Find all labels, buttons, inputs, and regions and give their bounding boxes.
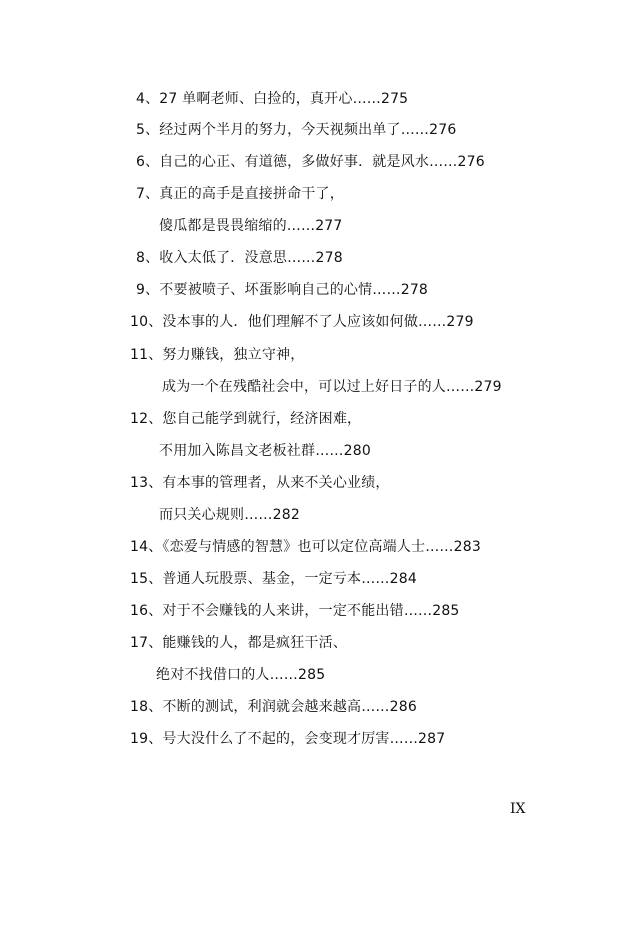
toc-entry-11-continued: 成为一个在残酷社会中，可以过上好日子的人……279 (162, 379, 502, 395)
toc-entry-4: 4、27 单啊老师、白捡的，真开心……275 (136, 91, 409, 107)
toc-entry-8: 8、收入太低了．没意思……278 (136, 250, 343, 266)
toc-entry-17: 17、能赚钱的人，都是疯狂干活、 (130, 635, 348, 651)
toc-entry-11: 11、努力赚钱，独立守神， (130, 347, 305, 363)
toc-entry-16: 16、对于不会赚钱的人来讲，一定不能出错……285 (130, 603, 460, 619)
toc-entry-7: 7、真正的高手是直接拼命干了， (136, 186, 344, 202)
toc-entry-6: 6、自己的心正、有道德，多做好事．就是风水……276 (136, 154, 485, 170)
toc-entry-7-continued: 傻瓜都是畏畏缩缩的……277 (159, 218, 343, 234)
toc-entry-10: 10、没本事的人．他们理解不了人应该如何做……279 (130, 314, 474, 330)
toc-entry-13-continued: 而只关心规则……282 (159, 507, 300, 523)
toc-entry-12: 12、您自己能学到就行，经济困难， (130, 411, 362, 427)
toc-entry-19: 19、号大没什么了不起的，会变现才厉害……287 (130, 731, 446, 747)
toc-entry-15: 15、普通人玩股票、基金，一定亏本……284 (130, 571, 417, 587)
toc-entry-9: 9、不要被喷子、坏蛋影响自己的心情……278 (136, 282, 429, 298)
toc-entry-5: 5、经过两个半月的努力，今天视频出单了……276 (136, 122, 457, 138)
toc-entry-17-continued: 绝对不找借口的人……285 (156, 667, 326, 683)
toc-entry-13: 13、有本事的管理者，从来不关心业绩， (130, 475, 390, 491)
toc-entry-12-continued: 不用加入陈昌文老板社群……280 (159, 443, 371, 459)
toc-entry-14: 14、《恋爱与情感的智慧》也可以定位高端人士……283 (130, 539, 481, 555)
page-number: IX (510, 801, 526, 817)
toc-entry-18: 18、不断的测试，利润就会越来越高……286 (130, 699, 417, 715)
